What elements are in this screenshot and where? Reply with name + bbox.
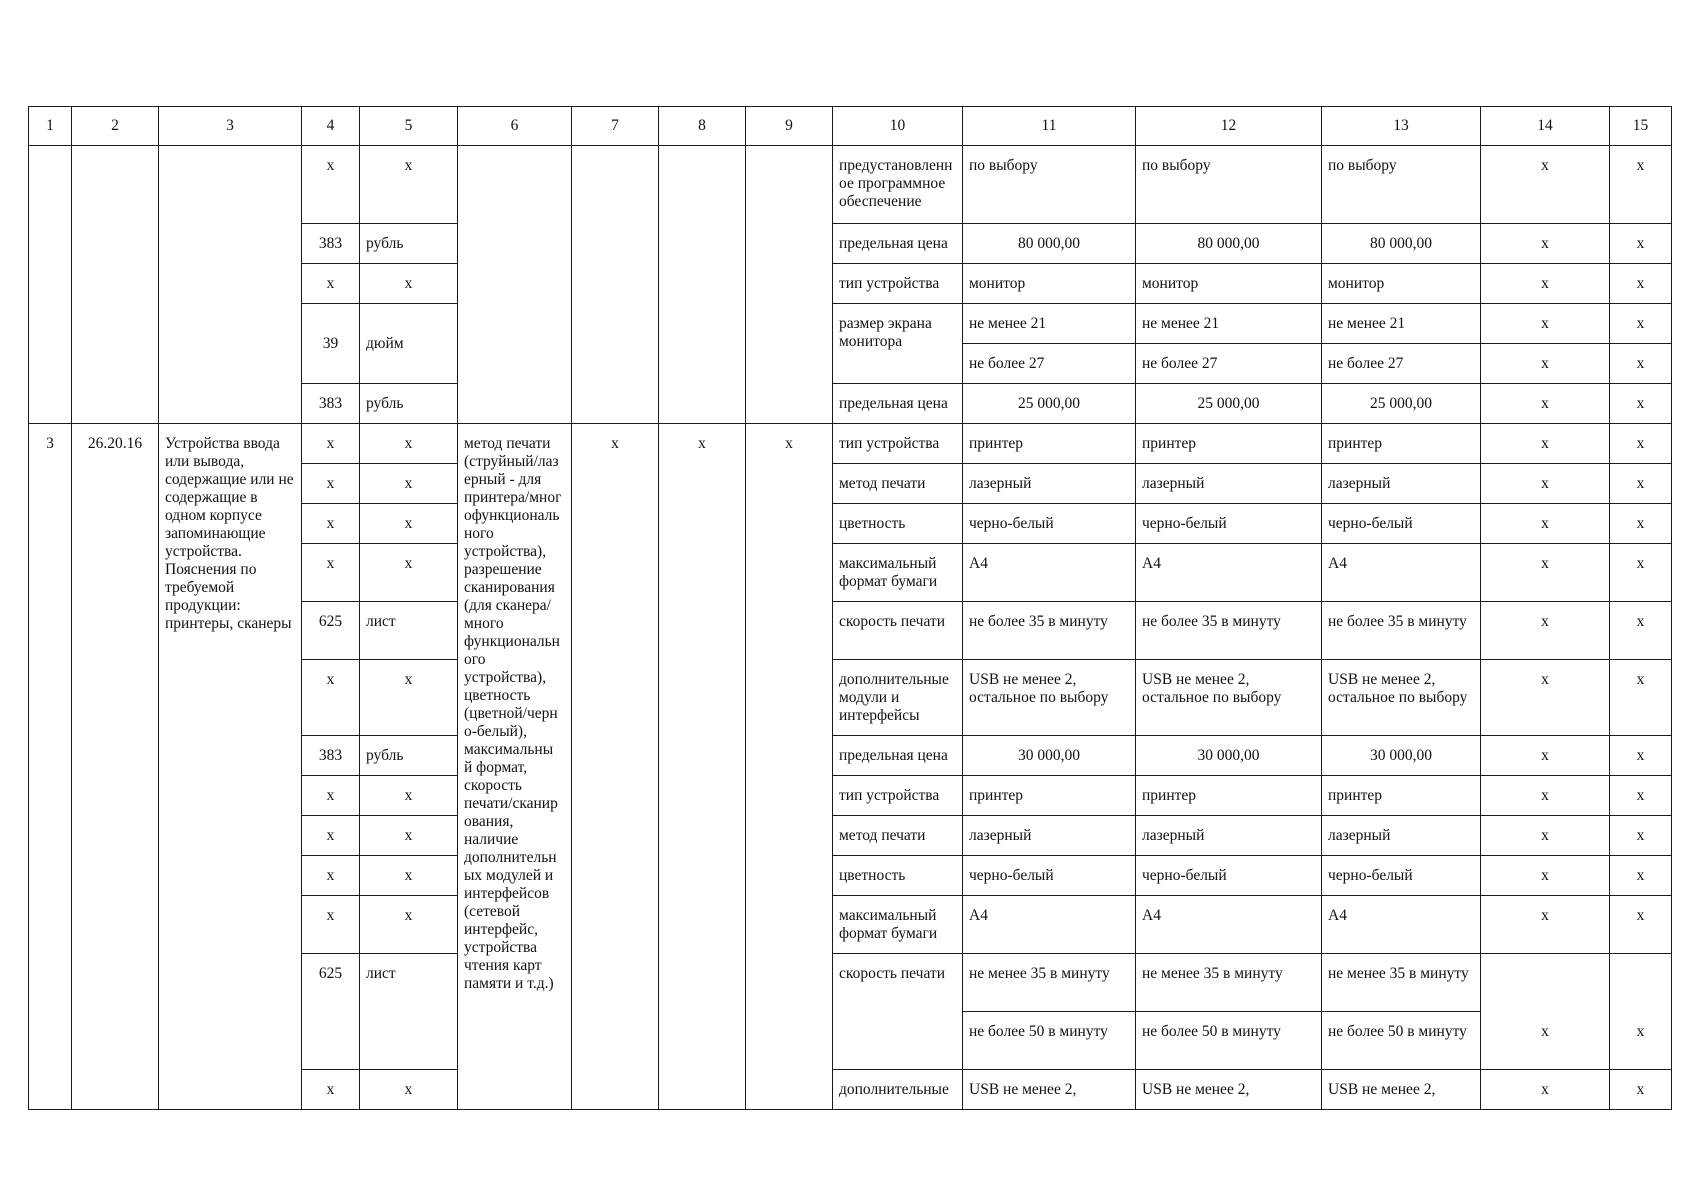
cell-mark: x [1610, 304, 1672, 344]
header-cell: 8 [659, 107, 746, 146]
header-cell: 15 [1610, 107, 1672, 146]
cell-mark: x [1481, 816, 1610, 856]
header-row [29, 107, 1672, 146]
cell-unit-code: x [302, 424, 360, 464]
cell-mark: x [1610, 424, 1672, 464]
table-row [29, 146, 1672, 224]
table-row [29, 424, 1672, 464]
cell-mark [1610, 954, 1672, 1012]
cell-mark: x [1610, 816, 1672, 856]
cell-value: 30 000,00 [1136, 736, 1322, 776]
cell-value: А4 [963, 544, 1136, 602]
cell-mark: x [1610, 146, 1672, 224]
cell-unit-code: 625 [302, 954, 360, 1070]
cell-unit-code: x [302, 1070, 360, 1110]
cell-unit-name: x [360, 816, 458, 856]
cell-characteristic: дополнительные [833, 1070, 963, 1110]
cell-empty [572, 146, 659, 424]
cell-value: не более 27 [1136, 344, 1322, 384]
cell-value: 25 000,00 [1322, 384, 1481, 424]
cell-unit-code: 625 [302, 602, 360, 660]
cell-unit-name: дюйм [360, 304, 458, 384]
cell-unit-code: x [302, 660, 360, 736]
header-cell: 13 [1322, 107, 1481, 146]
cell-value: А4 [1136, 896, 1322, 954]
cell-value: лазерный [963, 464, 1136, 504]
cell-characteristic: предельная цена [833, 736, 963, 776]
cell-mark: x [1481, 464, 1610, 504]
cell-value: 80 000,00 [963, 224, 1136, 264]
cell-empty [746, 146, 833, 424]
cell-unit-name: x [360, 896, 458, 954]
header-cell: 12 [1136, 107, 1322, 146]
cell-mark: x [1610, 776, 1672, 816]
cell-characteristic: тип устройства [833, 264, 963, 304]
cell-unit-name: x [360, 424, 458, 464]
cell-characteristic: скорость печати [833, 602, 963, 660]
cell-value: не более 50 в минуту [963, 1012, 1136, 1070]
cell-value: лазерный [963, 816, 1136, 856]
cell-value: не менее 21 [1136, 304, 1322, 344]
header-cell: 14 [1481, 107, 1610, 146]
cell-unit-code: 39 [302, 304, 360, 384]
cell-value: лазерный [1136, 464, 1322, 504]
cell-characteristic: предельная цена [833, 224, 963, 264]
cell-mark: x [1481, 544, 1610, 602]
header-cell: 3 [159, 107, 302, 146]
cell-value: монитор [1136, 264, 1322, 304]
cell-mark: x [1610, 264, 1672, 304]
cell-value: принтер [963, 424, 1136, 464]
cell-unit-name: лист [360, 602, 458, 660]
cell-value: не более 35 в минуту [963, 602, 1136, 660]
cell-value: лазерный [1136, 816, 1322, 856]
cell-value: принтер [963, 776, 1136, 816]
cell-mark: x [1481, 736, 1610, 776]
cell-value: черно-белый [963, 504, 1136, 544]
cell-unit-name: x [360, 856, 458, 896]
cell-mark: x [1610, 660, 1672, 736]
cell-unit-name: рубль [360, 384, 458, 424]
cell-value: не менее 21 [963, 304, 1136, 344]
cell-characteristic: предустановленн ое программное обеспечение [833, 146, 963, 224]
cell-unit-name: рубль [360, 224, 458, 264]
cell-value: USB не менее 2, остальное по выбору [963, 660, 1136, 736]
cell-unit-code: 383 [302, 736, 360, 776]
cell-unit-code: x [302, 146, 360, 224]
cell-value: 30 000,00 [963, 736, 1136, 776]
cell-value: не более 50 в минуту [1136, 1012, 1322, 1070]
cell-value: 80 000,00 [1322, 224, 1481, 264]
cell-mark: x [1481, 856, 1610, 896]
cell-value: 30 000,00 [1322, 736, 1481, 776]
cell-value: не более 35 в минуту [1136, 602, 1322, 660]
cell-value: 25 000,00 [1136, 384, 1322, 424]
cell-unit-name: x [360, 264, 458, 304]
cell-characteristics-description: метод печати (струйный/лаз ерный - для принтера/мног офункциональ ного устройства), разрешение сканирования (для сканера/много функциональн ого устройства), цветность (цветной/черн о-белый), максимальны й формат, скорость печати/сканир ования, наличие дополнительн ых модулей и интерфейсов (сетевой интерфейс, устройства чтения карт памяти и т.д.) [458, 424, 572, 1110]
cell-value: не более 50 в минуту [1322, 1012, 1481, 1070]
cell-mark: x [1610, 602, 1672, 660]
header-cell: 7 [572, 107, 659, 146]
cell-mark: x [1481, 424, 1610, 464]
cell-value: черно-белый [1322, 856, 1481, 896]
cell-value: по выбору [1322, 146, 1481, 224]
cell-mark: x [1481, 504, 1610, 544]
cell-mark: x [1610, 544, 1672, 602]
cell-mark: x [1610, 224, 1672, 264]
cell-unit-name: x [360, 146, 458, 224]
cell-value: принтер [1322, 424, 1481, 464]
cell-mark: x [1481, 660, 1610, 736]
cell-empty [72, 146, 159, 424]
cell-value: лазерный [1322, 464, 1481, 504]
cell-value: не менее 21 [1322, 304, 1481, 344]
cell-value: черно-белый [1322, 504, 1481, 544]
cell-value: лазерный [1322, 816, 1481, 856]
cell-mark: x [1481, 146, 1610, 224]
cell-mark: x [659, 424, 746, 1110]
cell-value: USB не менее 2, [1136, 1070, 1322, 1110]
cell-value: А4 [963, 896, 1136, 954]
cell-unit-code: x [302, 856, 360, 896]
cell-value: монитор [963, 264, 1136, 304]
cell-characteristic: метод печати [833, 816, 963, 856]
cell-value: не менее 35 в минуту [1322, 954, 1481, 1012]
cell-characteristic: цветность [833, 504, 963, 544]
cell-mark: x [1481, 1070, 1610, 1110]
header-cell: 6 [458, 107, 572, 146]
cell-value: принтер [1322, 776, 1481, 816]
cell-unit-name: x [360, 776, 458, 816]
cell-value: по выбору [963, 146, 1136, 224]
cell-product-name: Устройства ввода или вывода, содержащие или не содержащие в одном корпусе запоминающие устройства. Пояснения по требуемой продукции: принтеры, сканеры [159, 424, 302, 1110]
header-cell: 10 [833, 107, 963, 146]
cell-value: USB не менее 2, [1322, 1070, 1481, 1110]
cell-unit-name: лист [360, 954, 458, 1070]
cell-value: принтер [1136, 424, 1322, 464]
cell-characteristic: максимальный формат бумаги [833, 896, 963, 954]
cell-value: А4 [1136, 544, 1322, 602]
cell-value: USB не менее 2, остальное по выбору [1136, 660, 1322, 736]
header-cell: 5 [360, 107, 458, 146]
cell-empty [29, 146, 72, 424]
cell-empty [659, 146, 746, 424]
cell-unit-code: x [302, 264, 360, 304]
cell-value: А4 [1322, 896, 1481, 954]
cell-unit-code: x [302, 816, 360, 856]
cell-mark: x [1481, 304, 1610, 344]
cell-value: монитор [1322, 264, 1481, 304]
cell-characteristic: дополнительные модули и интерфейсы [833, 660, 963, 736]
cell-mark: x [1481, 896, 1610, 954]
cell-unit-code: x [302, 504, 360, 544]
header-cell: 4 [302, 107, 360, 146]
cell-value: черно-белый [1136, 504, 1322, 544]
cell-unit-code: x [302, 896, 360, 954]
cell-unit-code: x [302, 776, 360, 816]
cell-value: не более 27 [963, 344, 1136, 384]
header-cell: 11 [963, 107, 1136, 146]
cell-value: не менее 35 в минуту [1136, 954, 1322, 1012]
cell-unit-name: x [360, 504, 458, 544]
cell-characteristic: предельная цена [833, 384, 963, 424]
cell-mark: x [1481, 1012, 1610, 1070]
cell-value: 80 000,00 [1136, 224, 1322, 264]
cell-value: не менее 35 в минуту [963, 954, 1136, 1012]
specification-table [28, 106, 1672, 1110]
cell-unit-name: рубль [360, 736, 458, 776]
cell-value: 25 000,00 [963, 384, 1136, 424]
header-cell: 2 [72, 107, 159, 146]
cell-mark: x [1481, 384, 1610, 424]
cell-unit-code: 383 [302, 384, 360, 424]
cell-characteristic: цветность [833, 856, 963, 896]
cell-unit-name: x [360, 544, 458, 602]
cell-mark: x [1610, 896, 1672, 954]
cell-value: USB не менее 2, остальное по выбору [1322, 660, 1481, 736]
header-cell: 1 [29, 107, 72, 146]
cell-mark: x [1610, 464, 1672, 504]
cell-mark: x [1610, 344, 1672, 384]
cell-mark: x [572, 424, 659, 1110]
cell-mark: x [746, 424, 833, 1110]
cell-empty [458, 146, 572, 424]
cell-unit-name: x [360, 464, 458, 504]
cell-unit-code: x [302, 464, 360, 504]
cell-mark: x [1610, 856, 1672, 896]
cell-mark: x [1610, 384, 1672, 424]
cell-row-number: 3 [29, 424, 72, 1110]
cell-mark: x [1481, 344, 1610, 384]
cell-value: не более 27 [1322, 344, 1481, 384]
cell-mark: x [1481, 602, 1610, 660]
cell-empty [159, 146, 302, 424]
cell-mark: x [1610, 736, 1672, 776]
cell-unit-code: x [302, 544, 360, 602]
cell-value: черно-белый [1136, 856, 1322, 896]
cell-mark: x [1610, 504, 1672, 544]
cell-mark: x [1481, 224, 1610, 264]
cell-unit-code: 383 [302, 224, 360, 264]
cell-characteristic: максимальный формат бумаги [833, 544, 963, 602]
cell-mark: x [1610, 1012, 1672, 1070]
cell-value: USB не менее 2, [963, 1070, 1136, 1110]
cell-mark: x [1610, 1070, 1672, 1110]
cell-unit-name: x [360, 660, 458, 736]
header-cell: 9 [746, 107, 833, 146]
cell-value: А4 [1322, 544, 1481, 602]
cell-characteristic: тип устройства [833, 776, 963, 816]
cell-value: черно-белый [963, 856, 1136, 896]
cell-value: по выбору [1136, 146, 1322, 224]
cell-mark [1481, 954, 1610, 1012]
cell-characteristic: метод печати [833, 464, 963, 504]
cell-characteristic: тип устройства [833, 424, 963, 464]
cell-mark: x [1481, 776, 1610, 816]
cell-unit-name: x [360, 1070, 458, 1110]
cell-characteristic: скорость печати [833, 954, 963, 1070]
cell-mark: x [1481, 264, 1610, 304]
cell-okpd-code: 26.20.16 [72, 424, 159, 1110]
cell-characteristic: размер экрана монитора [833, 304, 963, 384]
cell-value: принтер [1136, 776, 1322, 816]
cell-value: не более 35 в минуту [1322, 602, 1481, 660]
